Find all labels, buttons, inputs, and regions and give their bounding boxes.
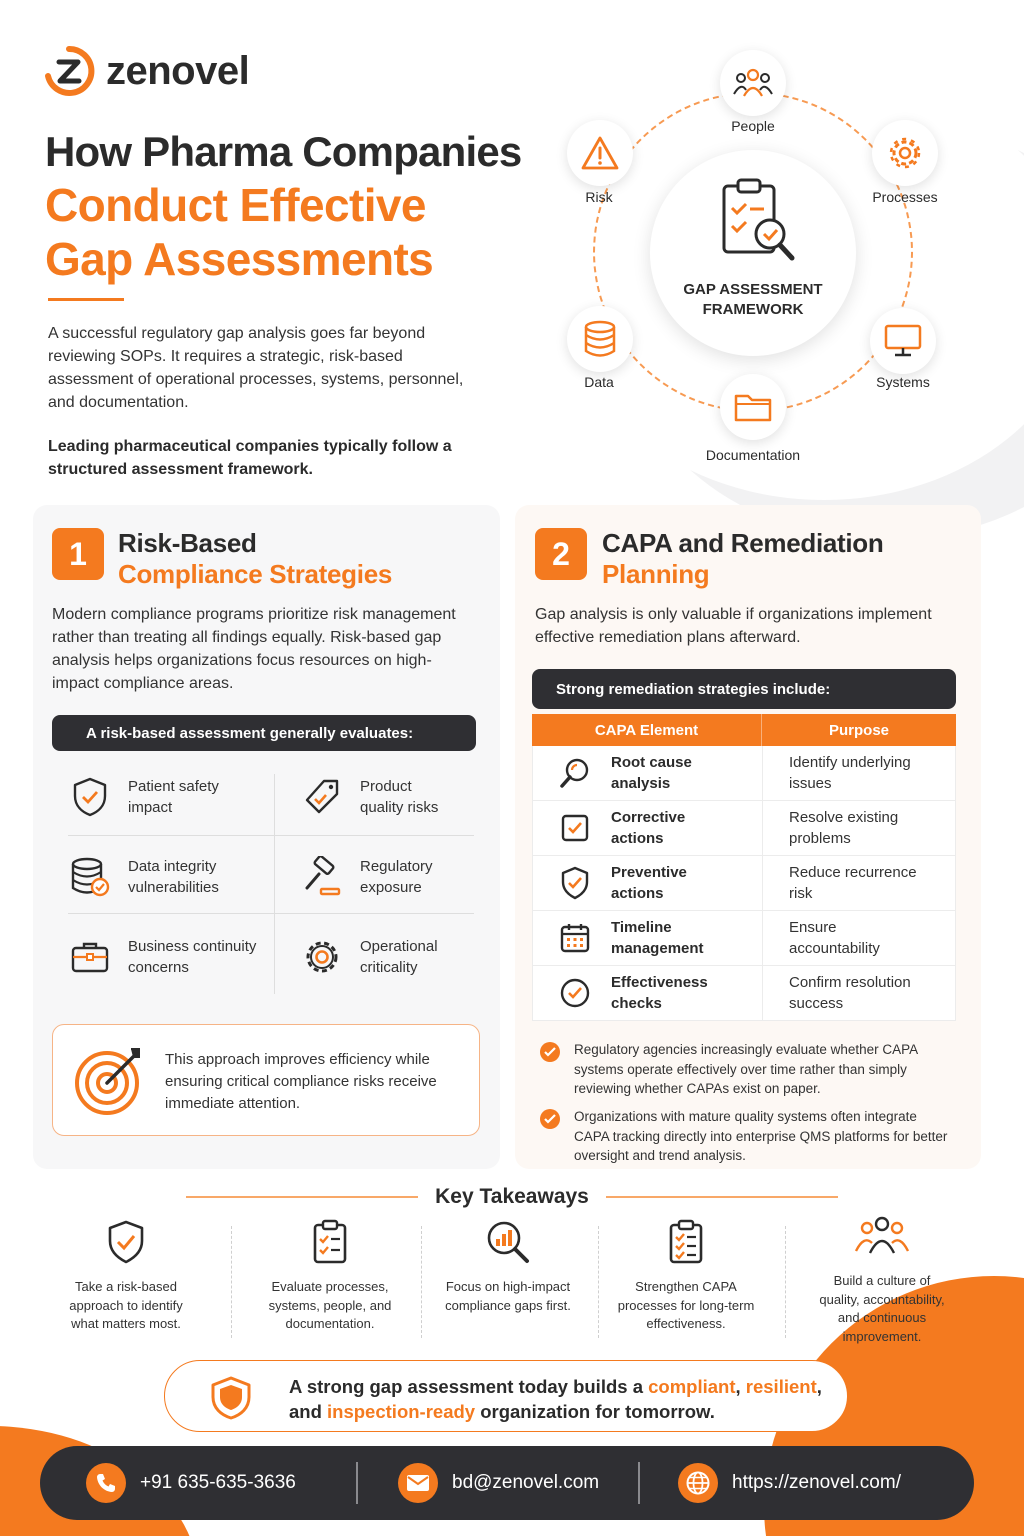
capa-purpose-l1: Confirm resolution [789, 974, 911, 991]
capa-element-l2: actions [611, 830, 664, 847]
takeaway-text: Build a culture of quality, accountability, and continuous improvement. [819, 1273, 945, 1344]
footer-website-text: https://zenovel.com/ [732, 1472, 901, 1493]
capa-element-l1: Root cause [611, 754, 692, 771]
calendar-icon [559, 922, 591, 954]
zenovel-logo-icon [42, 44, 96, 98]
capa-purpose-l1: Identify underlying [789, 754, 911, 771]
banner-part4: organization for tomorrow. [475, 1401, 715, 1422]
section2-title-dark: CAPA and Remediation [602, 528, 884, 558]
closing-banner [164, 1360, 848, 1432]
database-check-icon [70, 856, 110, 898]
target-icon [73, 1045, 147, 1117]
takeaway-text: Focus on high-impact compliance gaps first. [445, 1279, 571, 1313]
check-circle-icon [559, 977, 591, 1009]
evaluates-item-regulatory-exposure [284, 838, 490, 916]
evaluates-text-l1: Operational [360, 938, 438, 955]
framework-label-systems: Systems [876, 374, 930, 390]
table-row [532, 801, 956, 856]
takeaways-title: Key Takeaways [435, 1185, 589, 1208]
capa-purpose-l2: issues [789, 775, 832, 792]
section1-evaluates-heading [52, 715, 476, 751]
bullet-text: Regulatory agencies increasingly evaluate whether CAPA systems operate effectively over time rather than simply reviewing whether CAPAs exist on paper. [574, 1042, 918, 1096]
takeaway-item [242, 1212, 418, 1334]
closing-banner-text [289, 1374, 849, 1424]
evaluates-text-l2: vulnerabilities [128, 879, 219, 896]
takeaway-item [794, 1206, 970, 1346]
page-title-line1: How Pharma Companies [45, 128, 522, 175]
table-row [532, 856, 956, 911]
evaluates-heading-text: A risk-based assessment generally evaluates: [86, 724, 414, 742]
banner-highlight-resilient: resilient [745, 1376, 817, 1397]
capa-element-l1: Effectiveness [611, 974, 708, 991]
warning-icon [580, 135, 620, 171]
footer-contact-bar [40, 1446, 974, 1520]
capa-table [532, 714, 956, 1021]
framework-node-systems [870, 308, 936, 374]
evaluates-item-business-continuity [52, 918, 258, 996]
section1-note-text: This approach improves efficiency while ensuring critical compliance risks receive immediate attention. [165, 1051, 437, 1112]
framework-node-documentation [720, 374, 786, 440]
framework-label-risk: Risk [585, 189, 613, 205]
evaluates-text-l1: Business continuity [128, 938, 257, 955]
bullet-text: Organizations with mature quality systems often integrate CAPA tracking directly into enterprise QMS platforms for better oversight and trend analysis. [574, 1109, 948, 1163]
chart-magnifier-icon [485, 1219, 531, 1265]
shield-icon [209, 1375, 253, 1421]
shield-check-icon [72, 776, 108, 818]
folder-icon [733, 390, 773, 424]
section2-strategies-heading [532, 669, 956, 709]
gavel-icon [301, 856, 343, 898]
evaluates-text-l1: Regulatory [360, 858, 433, 875]
capa-purpose-l1: Reduce recurrence [789, 864, 917, 881]
capa-element-l1: Timeline [611, 919, 672, 936]
intro-bold-paragraph: Leading pharmaceutical companies typically follow a structured assessment framework. [48, 438, 452, 478]
footer-phone-text: +91 635-635-3636 [140, 1472, 296, 1493]
clipboard-icon [312, 1219, 348, 1265]
framework-label-processes: Processes [872, 189, 938, 205]
table-row [532, 746, 956, 801]
section1-body: Modern compliance programs prioritize risk management rather than treating all findings equally. Risk-based gap analysis helps organizations focus resources on high-impact compliance areas. [52, 606, 456, 692]
clipboard-magnifier-icon [720, 176, 800, 268]
capa-purpose-l2: problems [789, 830, 851, 847]
takeaway-separator [231, 1226, 232, 1338]
banner-highlight-compliant: compliant [648, 1376, 736, 1397]
section1-title-orange: Compliance Strategies [118, 559, 393, 589]
logo [42, 44, 249, 98]
framework-node-processes [872, 120, 938, 186]
capa-purpose-l2: accountability [789, 940, 880, 957]
evaluates-text-l2: concerns [128, 959, 189, 976]
table-row [532, 966, 956, 1021]
framework-center [650, 150, 856, 356]
team-icon [854, 1215, 910, 1257]
takeaway-item [420, 1212, 596, 1315]
tag-check-icon [302, 777, 342, 817]
evaluates-item-product-quality [284, 758, 490, 836]
evaluates-item-data-integrity [52, 838, 258, 916]
title-underline [48, 298, 124, 301]
takeaway-item [598, 1212, 774, 1334]
footer-separator [638, 1462, 640, 1504]
capa-table-header [532, 714, 956, 746]
page-title-line2: Conduct Effective Gap Assessments [45, 179, 434, 285]
section2-body: Gap analysis is only valuable if organizations implement effective remediation plans afterward. [535, 606, 932, 646]
framework-center-label: GAP ASSESSMENT FRAMEWORK [683, 281, 823, 318]
table-row [532, 911, 956, 966]
footer-email-text: bd@zenovel.com [452, 1472, 600, 1493]
framework-label-data: Data [584, 374, 614, 390]
monitor-icon [883, 323, 923, 359]
footer-separator [356, 1462, 358, 1504]
takeaway-text: Strengthen CAPA processes for long-term effectiveness. [617, 1279, 755, 1331]
evaluates-text-l2: exposure [360, 879, 422, 896]
section1-title-dark: Risk-Based [118, 528, 257, 558]
section2-bullet [540, 1040, 950, 1099]
capa-purpose-l1: Resolve existing [789, 809, 899, 826]
evaluates-grid [52, 758, 478, 1006]
banner-part3: and [289, 1401, 328, 1422]
evaluates-text-l2: quality risks [360, 799, 439, 816]
capa-purpose-l1: Ensure [789, 919, 837, 936]
evaluates-text-l2: impact [128, 799, 173, 816]
section1-number: 1 [52, 528, 104, 580]
evaluates-item-operational-criticality [284, 918, 490, 996]
framework-node-risk [567, 120, 633, 186]
grid-divider-vertical [274, 774, 275, 994]
capa-element-l1: Corrective [611, 809, 686, 826]
check-bullet-icon [540, 1109, 560, 1129]
globe-icon [685, 1470, 711, 1496]
check-bullet-icon [540, 1042, 560, 1062]
mail-icon [406, 1474, 430, 1492]
takeaway-item [38, 1212, 214, 1334]
capa-purpose-l2: risk [789, 885, 813, 902]
evaluates-text-l2: criticality [360, 959, 418, 976]
capa-header-purpose: Purpose [828, 721, 889, 739]
people-icon [732, 66, 774, 100]
phone-icon [95, 1472, 117, 1494]
intro-paragraph: A successful regulatory gap analysis goes far beyond reviewing SOPs. It requires a strategic, risk-based assessment of operational processes, systems, personnel, and documentation. [48, 325, 464, 411]
section2-number: 2 [535, 528, 587, 580]
framework-node-data [567, 306, 633, 372]
capa-element-l2: management [611, 940, 704, 957]
footer-phone[interactable] [86, 1463, 296, 1503]
banner-part1: A strong gap assessment today builds a [289, 1376, 649, 1397]
checkbox-icon [560, 813, 590, 843]
framework-label-people: People [731, 118, 775, 134]
evaluates-item-patient-safety [52, 758, 258, 836]
evaluates-text-l1: Data integrity [128, 858, 217, 875]
shield-check-icon [560, 866, 590, 900]
gear-icon [885, 133, 925, 173]
gear-icon [301, 936, 343, 978]
framework-node-people [720, 50, 786, 116]
section2-title-orange: Planning [602, 559, 710, 589]
capa-purpose-l2: success [789, 995, 844, 1012]
banner-sep: , [735, 1376, 746, 1397]
strategies-heading-text: Strong remediation strategies include: [556, 680, 831, 698]
takeaway-text: Take a risk-based approach to identify what matters most. [69, 1279, 183, 1331]
capa-element-l2: checks [611, 995, 662, 1012]
framework-label-documentation: Documentation [705, 447, 801, 463]
takeaway-text: Evaluate processes, systems, people, and documentation. [268, 1279, 392, 1331]
database-icon [582, 319, 618, 359]
evaluates-text-l1: Product [360, 778, 412, 795]
banner-part2: , [816, 1376, 822, 1397]
takeaway-separator [785, 1226, 786, 1338]
section2-bullet [540, 1107, 950, 1166]
capa-element-l2: analysis [611, 775, 671, 792]
footer-website[interactable] [678, 1463, 901, 1503]
capa-header-element: CAPA Element [532, 714, 762, 746]
footer-email[interactable] [398, 1463, 599, 1503]
evaluates-text-l1: Patient safety [128, 778, 219, 795]
capa-element-l1: Preventive [611, 864, 687, 881]
brand-name: zenovel [106, 48, 250, 93]
magnifier-icon [559, 757, 591, 789]
briefcase-icon [70, 939, 110, 975]
clipboard-list-icon [668, 1219, 704, 1265]
capa-element-l2: actions [611, 885, 664, 902]
banner-highlight-inspection-ready: inspection-ready [327, 1401, 476, 1422]
shield-check-icon [106, 1218, 146, 1266]
section1-note-box [52, 1024, 480, 1136]
